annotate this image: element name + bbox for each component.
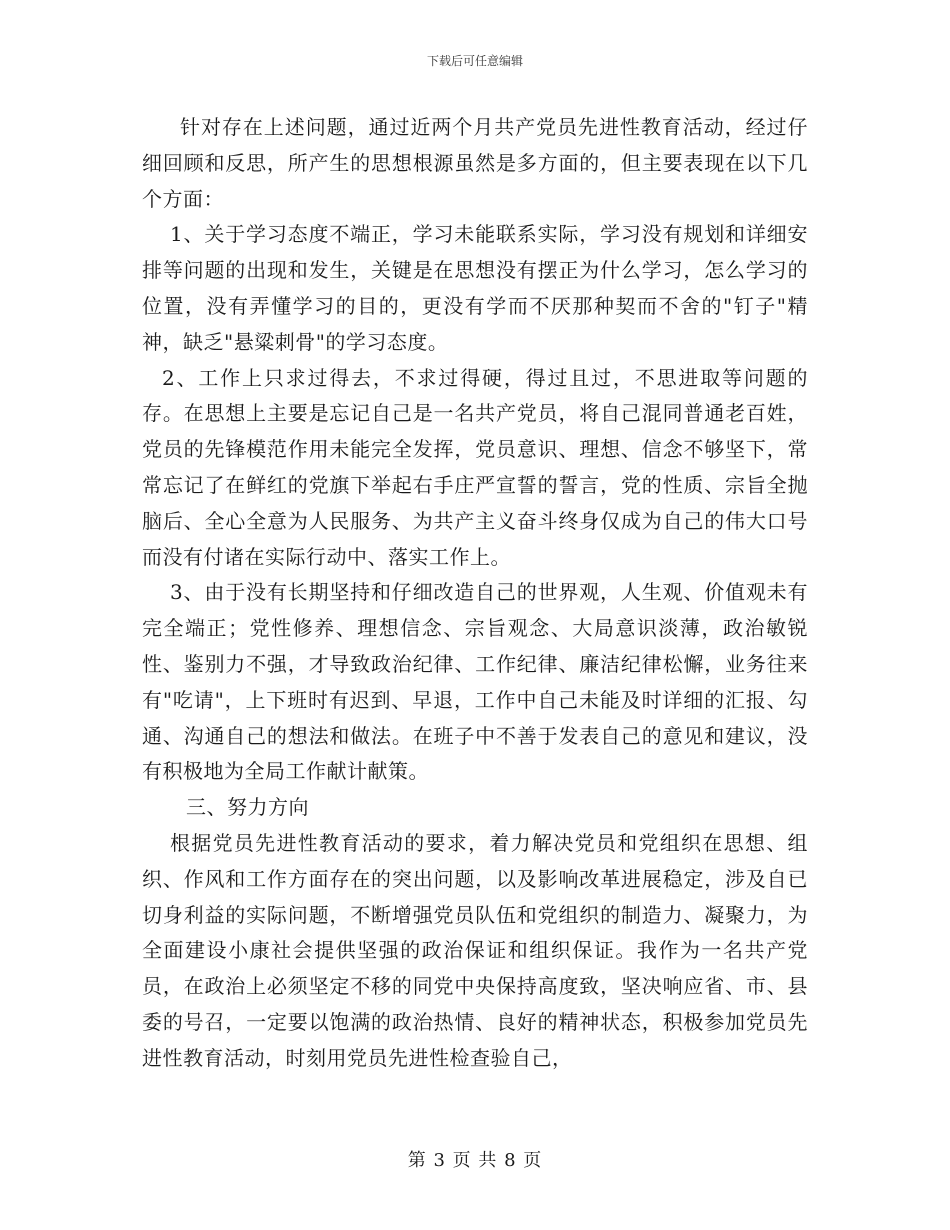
paragraph-closing: 根据党员先进性教育活动的要求，着力解决党员和党组织在思想、组织、作风和工作方面存在的突出问题，以及影响改革进展稳定，涉及自已切身利益的实际问题，不断增强党员队伍和党组织的制造力、凝聚力，为全面建设小康社会提供坚强的政治保证和组织保证。我作为一名共产党员，在政治上必须坚定不移的同党中央保持高度致，坚决响应省、市、县委的号召，一定要以饱满的政治热情、良好的精神状态，积极参加党员先进性教育活动，时刻用党员先进性检查验自己，	[142, 830, 808, 1070]
paragraph-item-2: 2、工作上只求过得去，不求过得硬，得过且过，不思进取等问题的存。在思想上主要是忘记自己是一名共产党员，将自己混同普通老百姓，党员的先锋模范作用未能完全发挥，党员意识、理想、信念不够坚下，常常忘记了在鲜红的党旗下举起右手庄严宣誓的誓言，党的性质、宗旨全抛脑后、全心全意为人民服务、为共产主义奋斗终身仅成为自己的伟大口号而没有付诸在实际行动中、落实工作上。	[142, 365, 808, 569]
paragraph-item-1: 1、关于学习态度不端正，学习未能联系实际，学习没有规划和详细安排等问题的出现和发生，关键是在思想没有摆正为什么学习，怎么学习的位置，没有弄懂学习的目的，更没有学而不厌那种契而不舍的"钉子"精神，缺乏"悬粱刺骨"的学习态度。	[142, 222, 808, 354]
page-header-note: 下载后可任意编辑	[426, 54, 523, 68]
page-number-footer: 第 3 页 共 8 页	[407, 1150, 543, 1171]
paragraph-item-3: 3、由于没有长期坚持和仔细改造自己的世界观，人生观、价值观未有完全端正；党性修养、理想信念、宗旨观念、大局意识淡薄，政治敏锐性、鉴别力不强，才导致政治纪律、工作纪律、廉洁纪律松懈，业务往来有"吃请"，上下班时有迟到、早退，工作中自己未能及时详细的汇报、勾通、沟通自己的想法和做法。在班子中不善于发表自己的意见和建议，没有积极地为全局工作献计献策。	[142, 580, 808, 784]
paragraph-intro: 针对存在上述问题，通过近两个月共产党员先进性教育活动，经过仔细回顾和反思，所产生的思想根源虽然是多方面的，但主要表现在以下几个方面：	[142, 115, 808, 211]
document-body	[142, 110, 808, 1077]
section-heading: 三、努力方向	[186, 795, 309, 820]
